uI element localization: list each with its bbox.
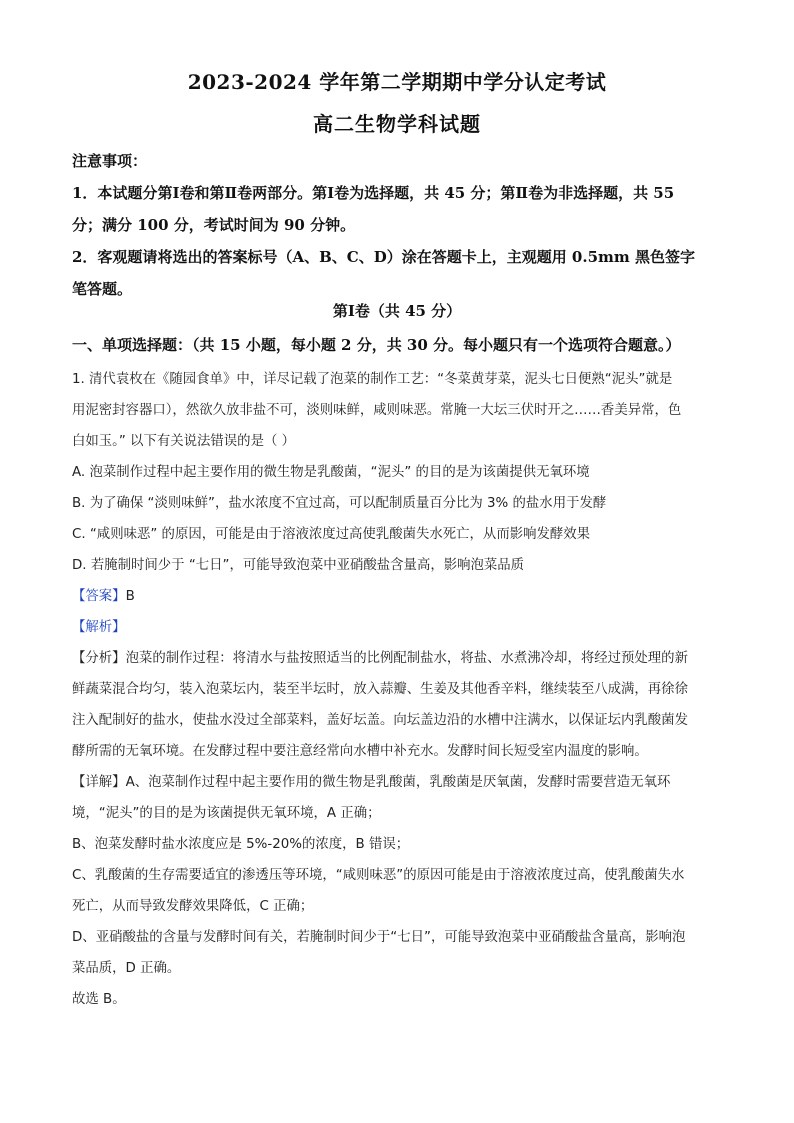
exam-title: 2023-2024 学年第二学期期中学分认定考试 [187, 70, 607, 94]
option-c: C. “咸则味恶” 的原因，可能是由于溶液浓度过高使乳酸菌失水死亡，从而影响发酵效果 [72, 527, 591, 542]
analysis-line: 鲜蔬菜混合均匀，装入泡菜坛内，装至半坛时，放入蒜瓣、生姜及其他香辛料，继续装至八成满，再徐徐 [72, 682, 688, 697]
answer-line [72, 581, 724, 612]
analysis-line [72, 643, 724, 674]
analysis-tag: 【解析】 [72, 620, 126, 635]
option-d: D. 若腌制时间少于 “七日”，可能导致泡菜中亚硝酸盐含量高，影响泡菜品质 [72, 558, 525, 573]
question-1 [72, 364, 724, 1015]
analysis-label: 【分析】 [72, 651, 126, 666]
question-stem-line: 1. 清代袁枚在《随园食单》中，详尽记载了泡菜的制作工艺：“冬菜黄芽菜，泥头七日便熟“泥头”就是 [72, 372, 673, 387]
detail-line: D、亚硝酸盐的含量与发酵时间有关，若腌制时间少于“七日”，可能导致泡菜中亚硝酸盐含量高，影响泡 [72, 930, 686, 945]
notice-item-2-line-2: 笔答题。 [72, 280, 133, 298]
notice-item-1-line-2: 分；满分 100 分，考试时间为 90 分钟。 [72, 216, 356, 234]
analysis-line: 酵所需的无氧环境。在发酵过程中要注意经常向水槽中补充水。发酵时间长短受室内温度的影响。 [72, 744, 648, 759]
notice-heading: 注意事项： [72, 152, 148, 170]
notice-item-2-line-1: 2．客观题请将选出的答案标号（A、B、C、D）涂在答题卡上，主观题用 0.5mm 黑色签字 [72, 248, 695, 266]
answer-tag: 【答案】 [72, 589, 126, 604]
conclusion: 故选 B。 [72, 992, 126, 1007]
detail-line: B、泡菜发酵时盐水浓度应是 5%-20%的浓度，B 错误； [72, 837, 410, 852]
analysis-text: 泡菜的制作过程：将清水与盐按照适当的比例配制盐水，将盐、水煮沸冷却，将经过预处理的新 [125, 651, 688, 666]
question-stem-line: 用泥密封容器口），然欲久放非盐不可，淡则味鲜，咸则味恶。常腌一大坛三伏时开之……香美异常，色 [72, 403, 682, 418]
volume-title: 第Ⅰ卷（共 45 分） [332, 302, 462, 320]
option-b: B. 为了确保 “淡则味鲜”，盐水浓度不宜过高，可以配制质量百分比为 3% 的盐水用于发酵 [72, 496, 607, 511]
detail-line [72, 767, 724, 798]
detail-line: 境，“泥头”的目的是为该菌提供无氧环境，A 正确； [72, 806, 381, 821]
question-stem-line: 白如玉。” 以下有关说法错误的是（ ） [72, 434, 295, 449]
detail-text: A、泡菜制作过程中起主要作用的微生物是乳酸菌，乳酸菌是厌氧菌，发酵时需要营造无氧环 [125, 775, 671, 790]
detail-line: C、乳酸菌的生存需要适宜的渗透压等环境，“咸则味恶”的原因可能是由于溶液浓度过高，使乳酸菌失水 [72, 868, 685, 883]
notice-block [72, 145, 724, 305]
detail-label: 【详解】 [72, 775, 126, 790]
detail-line: 菜品质，D 正确。 [72, 961, 181, 976]
option-a: A. 泡菜制作过程中起主要作用的微生物是乳酸菌，“泥头” 的目的是为该菌提供无氧环境 [72, 465, 590, 480]
analysis-line: 注入配制好的盐水，使盐水没过全部菜料，盖好坛盖。向坛盖边沿的水槽中注满水，以保证坛内乳酸菌发 [72, 713, 688, 728]
exam-subtitle: 高二生物学科试题 [313, 112, 481, 136]
answer-value: B [125, 589, 135, 604]
part-title: 一、单项选择题：（共 15 小题，每小题 2 分，共 30 分。每小题只有一个选项符合题意。） [72, 336, 681, 354]
notice-item-1-line-1: 1．本试题分第Ⅰ卷和第Ⅱ卷两部分。第Ⅰ卷为选择题，共 45 分；第Ⅱ卷为非选择题，共 55 [72, 184, 675, 202]
detail-line: 死亡，从而导致发酵效果降低，C 正确； [72, 899, 314, 914]
